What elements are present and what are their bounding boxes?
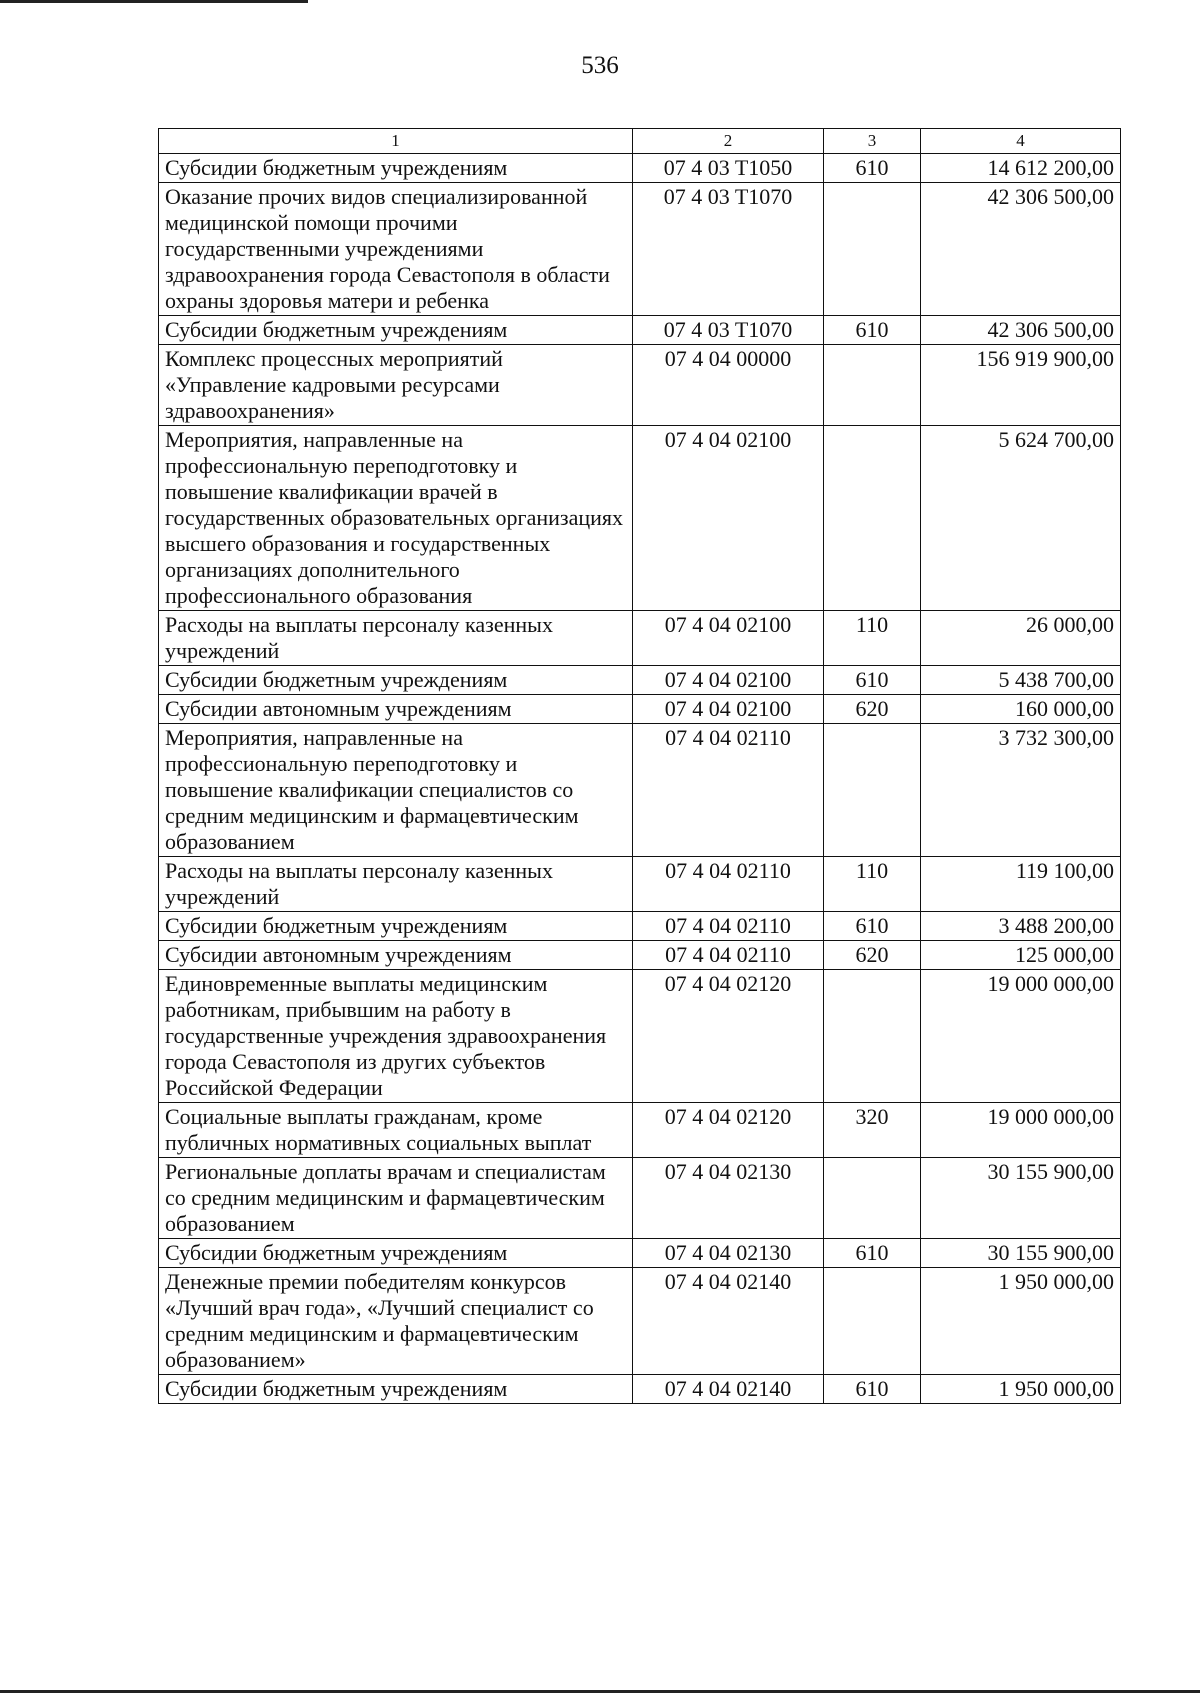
row-code-cell: 07 4 03 T1050 bbox=[633, 154, 824, 183]
row-name-cell: Субсидии бюджетным учреждениям bbox=[159, 154, 633, 183]
scan-edge-line-top bbox=[0, 0, 308, 3]
row-name-cell: Единовременные выплаты медицинским работникам, прибывшим на работу в государственные учреждения здравоохранения города Севастополя из других субъектов Российской Федерации bbox=[159, 970, 633, 1103]
row-name-cell: Мероприятия, направленные на профессиональную переподготовку и повышение квалификации врачей в государственных образовательных организациях высшего образования и государственных организациях дополнительного профессионального образования bbox=[159, 426, 633, 611]
table-row bbox=[159, 345, 1121, 426]
table-row bbox=[159, 1375, 1121, 1404]
row-expense-type-cell bbox=[824, 183, 921, 316]
row-code-cell: 07 4 04 02110 bbox=[633, 941, 824, 970]
row-amount-cell: 42 306 500,00 bbox=[921, 183, 1121, 316]
row-expense-type-cell bbox=[824, 345, 921, 426]
column-header-3: 3 bbox=[824, 129, 921, 154]
row-name-cell: Субсидии автономным учреждениям bbox=[159, 695, 633, 724]
row-expense-type-cell bbox=[824, 1268, 921, 1375]
table-row bbox=[159, 1103, 1121, 1158]
row-expense-type-cell: 110 bbox=[824, 857, 921, 912]
table-row bbox=[159, 1268, 1121, 1375]
row-amount-cell: 30 155 900,00 bbox=[921, 1158, 1121, 1239]
row-code-cell: 07 4 04 02110 bbox=[633, 724, 824, 857]
row-amount-cell: 125 000,00 bbox=[921, 941, 1121, 970]
table-body bbox=[159, 154, 1121, 1404]
row-amount-cell: 119 100,00 bbox=[921, 857, 1121, 912]
table-row bbox=[159, 941, 1121, 970]
column-header-1: 1 bbox=[159, 129, 633, 154]
row-amount-cell: 3 732 300,00 bbox=[921, 724, 1121, 857]
row-code-cell: 07 4 04 02110 bbox=[633, 912, 824, 941]
row-code-cell: 07 4 03 T1070 bbox=[633, 316, 824, 345]
table-row bbox=[159, 1239, 1121, 1268]
row-amount-cell: 14 612 200,00 bbox=[921, 154, 1121, 183]
table-row bbox=[159, 912, 1121, 941]
row-name-cell: Субсидии бюджетным учреждениям bbox=[159, 1239, 633, 1268]
row-name-cell: Расходы на выплаты персоналу казенных учреждений bbox=[159, 857, 633, 912]
table-row bbox=[159, 183, 1121, 316]
row-expense-type-cell: 610 bbox=[824, 912, 921, 941]
row-code-cell: 07 4 04 02120 bbox=[633, 1103, 824, 1158]
row-amount-cell: 1 950 000,00 bbox=[921, 1375, 1121, 1404]
row-code-cell: 07 4 04 02100 bbox=[633, 666, 824, 695]
row-amount-cell: 19 000 000,00 bbox=[921, 970, 1121, 1103]
row-expense-type-cell bbox=[824, 724, 921, 857]
row-code-cell: 07 4 04 00000 bbox=[633, 345, 824, 426]
table-row bbox=[159, 666, 1121, 695]
row-name-cell: Субсидии бюджетным учреждениям bbox=[159, 666, 633, 695]
table-row bbox=[159, 970, 1121, 1103]
row-name-cell: Субсидии бюджетным учреждениям bbox=[159, 1375, 633, 1404]
row-name-cell: Субсидии бюджетным учреждениям bbox=[159, 316, 633, 345]
table-row bbox=[159, 316, 1121, 345]
row-name-cell: Субсидии бюджетным учреждениям bbox=[159, 912, 633, 941]
row-expense-type-cell: 610 bbox=[824, 154, 921, 183]
row-expense-type-cell: 320 bbox=[824, 1103, 921, 1158]
row-code-cell: 07 4 04 02140 bbox=[633, 1268, 824, 1375]
row-amount-cell: 1 950 000,00 bbox=[921, 1268, 1121, 1375]
budget-table bbox=[158, 128, 1121, 1404]
table-row bbox=[159, 1158, 1121, 1239]
row-amount-cell: 156 919 900,00 bbox=[921, 345, 1121, 426]
table-row bbox=[159, 695, 1121, 724]
row-code-cell: 07 4 04 02100 bbox=[633, 695, 824, 724]
row-expense-type-cell: 610 bbox=[824, 1239, 921, 1268]
row-name-cell: Денежные премии победителям конкурсов «Лучший врач года», «Лучший специалист со средним медицинским и фармацевтическим образованием» bbox=[159, 1268, 633, 1375]
row-code-cell: 07 4 04 02100 bbox=[633, 426, 824, 611]
row-expense-type-cell bbox=[824, 1158, 921, 1239]
row-amount-cell: 5 438 700,00 bbox=[921, 666, 1121, 695]
row-amount-cell: 26 000,00 bbox=[921, 611, 1121, 666]
table-header-row bbox=[159, 129, 1121, 154]
table-row bbox=[159, 611, 1121, 666]
row-code-cell: 07 4 04 02140 bbox=[633, 1375, 824, 1404]
table-row bbox=[159, 724, 1121, 857]
row-name-cell: Оказание прочих видов специализированной медицинской помощи прочими государственными учреждениями здравоохранения города Севастополя в области охраны здоровья матери и ребенка bbox=[159, 183, 633, 316]
table-row bbox=[159, 857, 1121, 912]
scan-edge-line-bottom bbox=[0, 1690, 1200, 1693]
row-name-cell: Расходы на выплаты персоналу казенных учреждений bbox=[159, 611, 633, 666]
column-header-4: 4 bbox=[921, 129, 1121, 154]
row-code-cell: 07 4 04 02120 bbox=[633, 970, 824, 1103]
row-expense-type-cell: 610 bbox=[824, 316, 921, 345]
row-name-cell: Субсидии автономным учреждениям bbox=[159, 941, 633, 970]
row-name-cell: Социальные выплаты гражданам, кроме публичных нормативных социальных выплат bbox=[159, 1103, 633, 1158]
row-expense-type-cell bbox=[824, 970, 921, 1103]
row-amount-cell: 3 488 200,00 bbox=[921, 912, 1121, 941]
row-expense-type-cell: 620 bbox=[824, 941, 921, 970]
row-amount-cell: 19 000 000,00 bbox=[921, 1103, 1121, 1158]
table-row bbox=[159, 426, 1121, 611]
row-code-cell: 07 4 03 T1070 bbox=[633, 183, 824, 316]
table-row bbox=[159, 154, 1121, 183]
row-amount-cell: 5 624 700,00 bbox=[921, 426, 1121, 611]
row-amount-cell: 42 306 500,00 bbox=[921, 316, 1121, 345]
row-code-cell: 07 4 04 02130 bbox=[633, 1158, 824, 1239]
row-expense-type-cell: 610 bbox=[824, 666, 921, 695]
row-code-cell: 07 4 04 02110 bbox=[633, 857, 824, 912]
row-expense-type-cell: 610 bbox=[824, 1375, 921, 1404]
column-header-2: 2 bbox=[633, 129, 824, 154]
row-code-cell: 07 4 04 02100 bbox=[633, 611, 824, 666]
row-name-cell: Комплекс процессных мероприятий «Управление кадровыми ресурсами здравоохранения» bbox=[159, 345, 633, 426]
row-code-cell: 07 4 04 02130 bbox=[633, 1239, 824, 1268]
row-name-cell: Мероприятия, направленные на профессиональную переподготовку и повышение квалификации специалистов со средним медицинским и фармацевтическим образованием bbox=[159, 724, 633, 857]
row-amount-cell: 160 000,00 bbox=[921, 695, 1121, 724]
page-number: 536 bbox=[581, 52, 619, 79]
row-expense-type-cell: 620 bbox=[824, 695, 921, 724]
row-name-cell: Региональные доплаты врачам и специалистам со средним медицинским и фармацевтическим образованием bbox=[159, 1158, 633, 1239]
row-expense-type-cell: 110 bbox=[824, 611, 921, 666]
row-expense-type-cell bbox=[824, 426, 921, 611]
row-amount-cell: 30 155 900,00 bbox=[921, 1239, 1121, 1268]
